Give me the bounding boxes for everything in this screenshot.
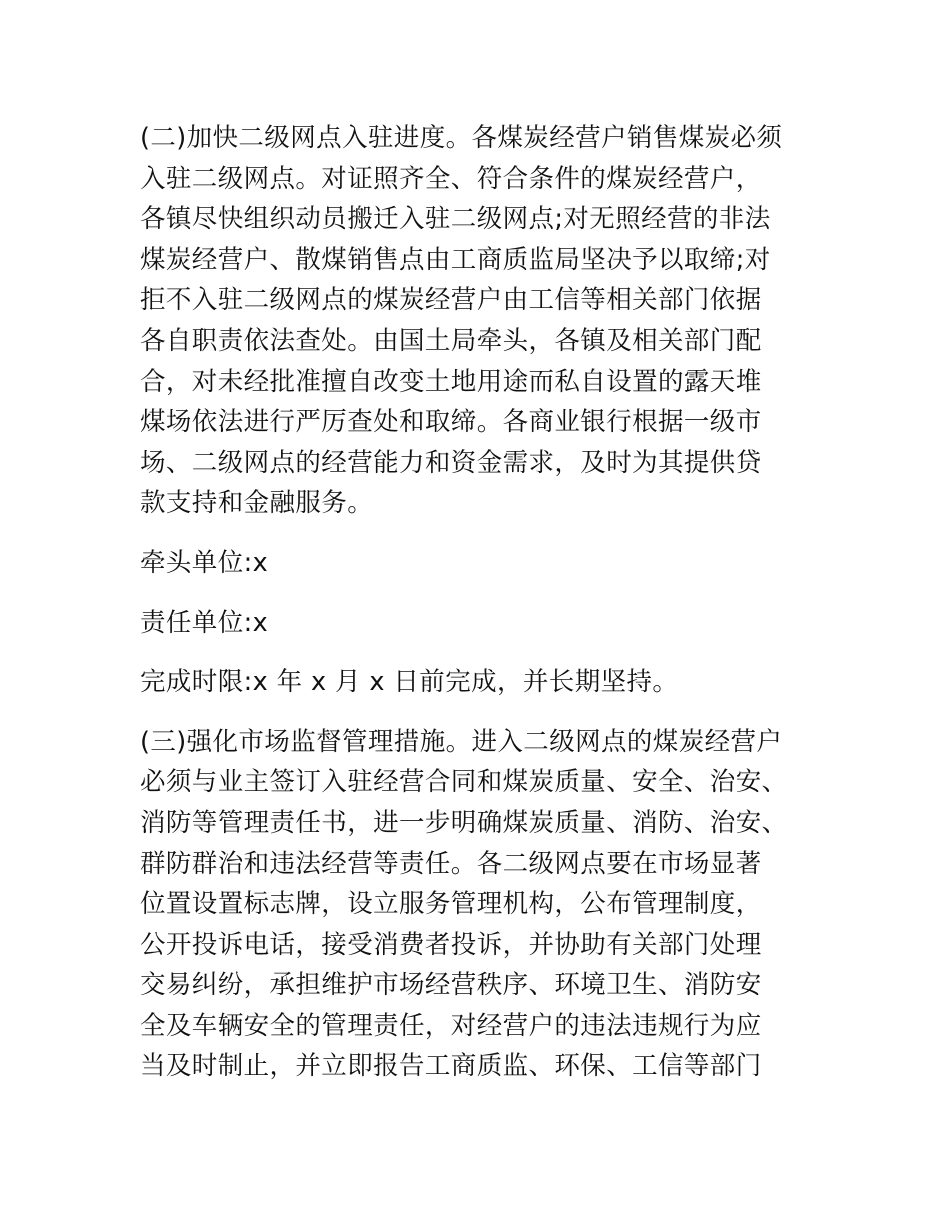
text-line: 煤场依法进行严厉查处和取缔。各商业银行根据一级市	[140, 407, 762, 438]
text-line: 场、二级网点的经营能力和资金需求，及时为其提供贷	[140, 447, 762, 478]
responsible-unit-text: 责任单位:x	[140, 607, 269, 638]
lead-unit-text: 牵头单位:x	[140, 547, 269, 578]
text-line: 交易纠纷，承担维护市场经营秩序、环境卫生、消防安	[140, 970, 762, 1001]
lead-unit	[140, 543, 820, 584]
deadline-text: 完成时限:x 年 x 月 x 日前完成，并长期坚持。	[140, 667, 679, 698]
text-line: 煤炭经营户、散煤销售点由工商质监局坚决予以取缔;对	[140, 244, 771, 275]
text-line: 当及时制止，并立即报告工商质监、环保、工信等部门	[140, 1051, 762, 1082]
text-line: 合，对未经批准擅自改变土地用途而私自设置的露天堆	[140, 366, 762, 397]
document-body	[140, 118, 820, 1106]
text-line: 必须与业主签订入驻经营合同和煤炭质量、安全、治安、	[140, 767, 788, 798]
paragraph-section-3	[140, 722, 820, 1087]
text-line: 各镇尽快组织动员搬迁入驻二级网点;对无照经营的非法	[140, 204, 771, 235]
deadline	[140, 662, 820, 703]
text-line: 入驻二级网点。对证照齐全、符合条件的煤炭经营户，	[140, 163, 762, 194]
text-line: 位置设置标志牌，设立服务管理机构，公布管理制度，	[140, 889, 762, 920]
text-line: 款支持和金融服务。	[140, 488, 374, 519]
text-line: 群防群治和违法经营等责任。各二级网点要在市场显著	[140, 848, 762, 879]
text-line: 拒不入驻二级网点的煤炭经营户由工信等相关部门依据	[140, 285, 762, 316]
text-line: 全及车辆安全的管理责任，对经营户的违法违规行为应	[140, 1010, 762, 1041]
text-line: 各自职责依法查处。由国土局牵头，各镇及相关部门配	[140, 325, 762, 356]
text-line: 公开投诉电话，接受消费者投诉，并协助有关部门处理	[140, 929, 762, 960]
text-line: (三)强化市场监督管理措施。进入二级网点的煤炭经营户	[140, 726, 783, 757]
responsible-unit	[140, 603, 820, 644]
text-line: 消防等管理责任书，进一步明确煤炭质量、消防、治安、	[140, 807, 788, 838]
paragraph-section-2	[140, 118, 820, 524]
text-line: (二)加快二级网点入驻进度。各煤炭经营户销售煤炭必须	[140, 123, 783, 153]
